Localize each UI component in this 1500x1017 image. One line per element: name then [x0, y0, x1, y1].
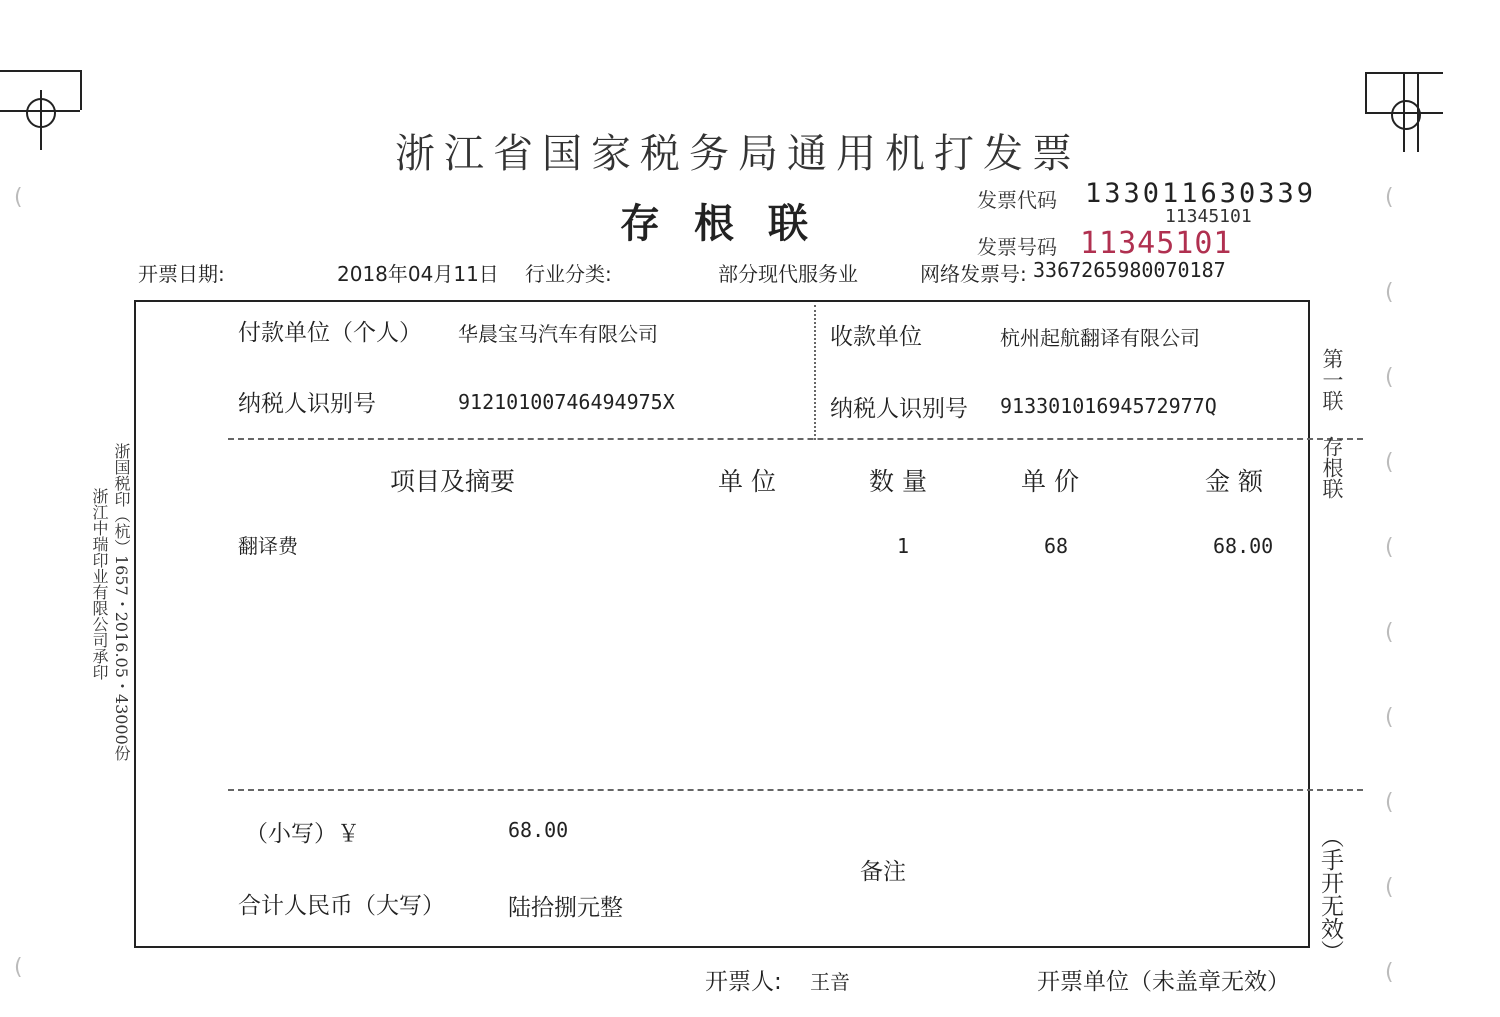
- perforation-mark: (: [1385, 535, 1394, 560]
- payer-name: 华晨宝马汽车有限公司: [458, 322, 658, 346]
- remarks-label: 备注: [860, 859, 906, 885]
- printer-permit-vertical: 浙国税印（杭）1657・2016.05・43000份: [112, 443, 131, 761]
- perforation-mark: (: [1385, 960, 1394, 985]
- perforation-mark: (: [1385, 875, 1394, 900]
- item-amount: 68.00: [1213, 534, 1274, 558]
- invoice-title: 浙江省国家税务局通用机打发票: [395, 131, 1081, 177]
- handwritten-invalid-note: （手开无效）: [1317, 825, 1343, 963]
- subtotal-label: （小写）￥: [245, 821, 360, 847]
- invoice-code-value: 133011630339: [1085, 178, 1317, 209]
- small-printed-number: 11345101: [1165, 206, 1252, 227]
- payee-label: 收款单位: [830, 324, 922, 350]
- registration-mark-right: [1365, 72, 1443, 152]
- perforation-mark: (: [1385, 450, 1394, 475]
- issuing-unit-note: 开票单位（未盖章无效）: [1037, 969, 1290, 995]
- issue-date-value: 2018年04月11日: [337, 262, 499, 286]
- payee-tax-label: 纳税人识别号: [830, 396, 968, 422]
- perforation-mark: (: [1385, 365, 1394, 390]
- perforation-mark: (: [1385, 790, 1394, 815]
- invoice-number-value: 11345101: [1080, 226, 1233, 261]
- invoice-code-label: 发票代码: [977, 188, 1057, 212]
- copy-title: 存根联: [620, 200, 842, 247]
- subtotal-value: 68.00: [508, 818, 569, 842]
- payee-name: 杭州起航翻译有限公司: [1000, 326, 1200, 350]
- printer-company-vertical: 浙江中瑞印业有限公司承印: [90, 488, 109, 680]
- total-words-value: 陆拾捌元整: [508, 895, 623, 921]
- stub-copy-vertical: 存根联: [1320, 436, 1344, 499]
- issue-date-label: 开票日期:: [138, 262, 225, 286]
- item-name: 翻译费: [238, 534, 298, 558]
- perforation-mark: (: [1385, 280, 1394, 305]
- total-words-label: 合计人民币（大写）: [238, 893, 445, 919]
- items-separator: [228, 789, 1363, 791]
- payer-tax-id: 91210100746494975X: [458, 390, 675, 414]
- party-separator: [228, 438, 1363, 440]
- item-qty: 1: [897, 534, 910, 558]
- payee-tax-id: 91330101694572977Q: [1000, 394, 1217, 418]
- payer-label: 付款单位（个人）: [238, 320, 422, 346]
- column-header-price: 单 价: [1021, 467, 1079, 496]
- perforation-mark: (: [1385, 185, 1394, 210]
- column-header-item: 项目及摘要: [390, 467, 516, 496]
- payer-tax-label: 纳税人识别号: [238, 391, 376, 417]
- network-invoice-value: 3367265980070187: [1033, 258, 1226, 282]
- invoice-number-label: 发票号码: [977, 235, 1057, 259]
- industry-label: 行业分类:: [525, 262, 612, 286]
- column-header-unit: 单 位: [718, 467, 776, 496]
- issuer-name: 王音: [810, 970, 850, 994]
- perforation-mark: (: [14, 955, 23, 980]
- registration-mark-left: [0, 70, 80, 150]
- network-invoice-label: 网络发票号:: [920, 262, 1027, 286]
- perforation-mark: (: [1385, 705, 1394, 730]
- perforation-mark: (: [1385, 620, 1394, 645]
- party-divider: [814, 305, 816, 440]
- column-header-amount: 金 额: [1205, 467, 1263, 496]
- item-price: 68: [1044, 534, 1069, 558]
- copy-number-vertical: 第一联: [1320, 348, 1344, 411]
- industry-value: 部分现代服务业: [718, 262, 858, 286]
- issuer-label: 开票人:: [705, 969, 782, 995]
- column-header-qty: 数 量: [869, 467, 927, 496]
- perforation-mark: (: [14, 185, 23, 210]
